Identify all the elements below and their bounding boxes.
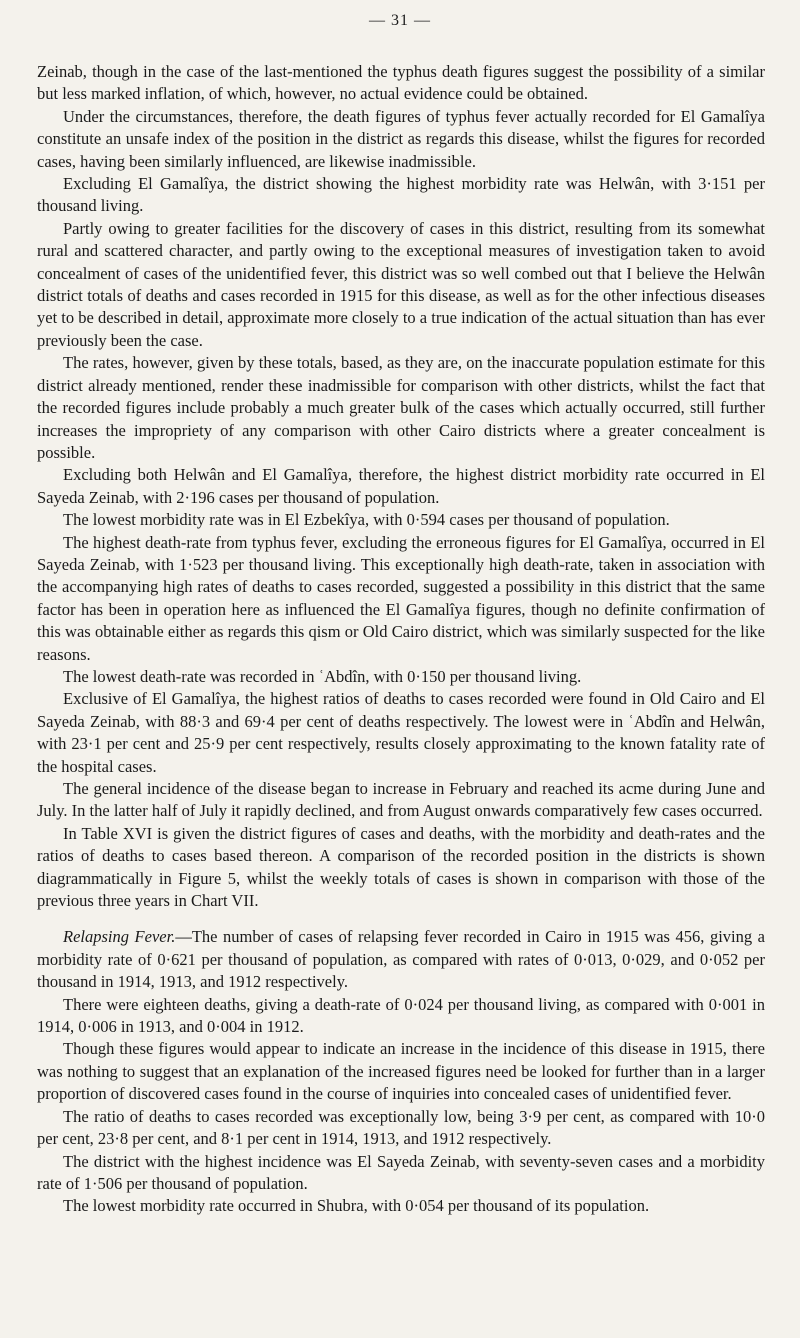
paragraph: Exclusive of El Gamalîya, the highest ratios of deaths to cases recorded were found in Old Cairo and El Sayeda Zeinab, with 88·3 and 69·4 per cent of deaths respectively. The lowest were in ʿAbdîn and Helwân, with 23·1 per cent and 25·9 per cent respectively, results closely approximating to the known fatality rate of the hospital cases.: [37, 689, 765, 776]
paragraph: In Table XVI is given the district figures of cases and deaths, with the morbidity and death-rates and the ratios of deaths to cases based thereon. A comparison of the recorded position in the districts is shown diagrammatically in Figure 5, whilst the weekly totals of cases is shown in comparison with those of the previous three years in Chart VII.: [37, 823, 765, 911]
relapsing-fever-paragraph: [37, 926, 765, 993]
paragraph: There were eighteen deaths, giving a death-rate of 0·024 per thousand living, as compared with 0·001 in 1914, 0·006 in 1913, and 0·004 in 1912.: [37, 994, 765, 1037]
paragraph: Excluding El Gamalîya, the district showing the highest morbidity rate was Helwân, with 3·151 per thousand living.: [37, 174, 765, 216]
paragraph: Partly owing to greater facilities for the discovery of cases in this district, resulting from its somewhat rural and scattered character, and partly owing to the exceptional measures of investigation taken to avoid concealment of cases of the unidentified fever, this district was so well combed out that I believe the Helwân district totals of deaths and cases recorded in 1915 for this disease, as well as for the other infectious diseases yet to be described in detail, approximate more closely to a true indication of the actual situation than has ever previously been the case.: [37, 218, 765, 350]
section-intro: —The number of cases of relapsing fever recorded in Cairo in 1915 was 456, giving a morbidity rate of 0·621 per thousand of population, as compared with rates of 0·013, 0·029, and 0·052 per thousand in 1914, 1913, and 1912 respectively.: [37, 927, 765, 992]
paragraph: Excluding both Helwân and El Gamalîya, therefore, the highest district morbidity rate occurred in El Sayeda Zeinab, with 2·196 cases per thousand of population.: [37, 465, 765, 507]
paragraph: The lowest morbidity rate occurred in Shubra, with 0·054 per thousand of its population.: [63, 1196, 650, 1216]
body-text: [37, 61, 765, 1218]
paragraph: The ratio of deaths to cases recorded was exceptionally low, being 3·9 per cent, as compared with 10·0 per cent, 23·8 per cent, and 8·1 per cent in 1914, 1913, and 1912 respectively.: [37, 1106, 765, 1149]
paragraph: The highest death-rate from typhus fever, excluding the erroneous figures for El Gamalîya, occurred in El Sayeda Zeinab, with 1·523 per thousand living. This exceptionally high death-rate, taken in association with the accompanying high rates of deaths to cases recorded, suggested a possibility in this district that the same factor has been in operation here as influenced the El Gamalîya figures, though no definite confirmation of this was obtainable either as regards this qism or Old Cairo district, which was similarly suspected for the like reasons.: [37, 532, 765, 664]
paragraph: The district with the highest incidence was El Sayeda Zeinab, with seventy-seven cases and a morbidity rate of 1·506 per thousand of population.: [37, 1151, 765, 1193]
paragraph: The lowest morbidity rate was in El Ezbekîya, with 0·594 cases per thousand of population.: [63, 510, 670, 530]
section-heading: Relapsing Fever.: [63, 927, 176, 947]
paragraph: The rates, however, given by these totals, based, as they are, on the inaccurate population estimate for this district already mentioned, render these inadmissible for comparison with other districts, whilst the fact that the recorded figures include probably a much greater bulk of the cases which actually occurred, still further increases the impropriety of any comparison with other Cairo districts where a greater concealment is possible.: [37, 353, 765, 462]
page-number: — 31 —: [369, 12, 431, 29]
paragraph: The lowest death-rate was recorded in ʿAbdîn, with 0·150 per thousand living.: [63, 666, 582, 686]
paragraph: Though these figures would appear to indicate an increase in the incidence of this disease in 1915, there was nothing to suggest that an explanation of the increased figures need be looked for further than in a larger proportion of discovered cases found in the course of inquiries into concealed cases of unidentified fever.: [37, 1039, 765, 1104]
paragraph: Zeinab, though in the case of the last-mentioned the typhus death figures suggest the possibility of a similar but less marked inflation, of which, however, no actual evidence could be obtained.: [37, 62, 765, 104]
paragraph: Under the circumstances, therefore, the death figures of typhus fever actually recorded for El Gamalîya constitute an unsafe index of the position in the district as regards this disease, whilst the figures for recorded cases, having been similarly influenced, are likewise inadmissible.: [37, 106, 765, 171]
paragraph: The general incidence of the disease began to increase in February and reached its acme during June and July. In the latter half of July it rapidly declined, and from August onwards comparatively few cases occurred.: [37, 779, 765, 821]
